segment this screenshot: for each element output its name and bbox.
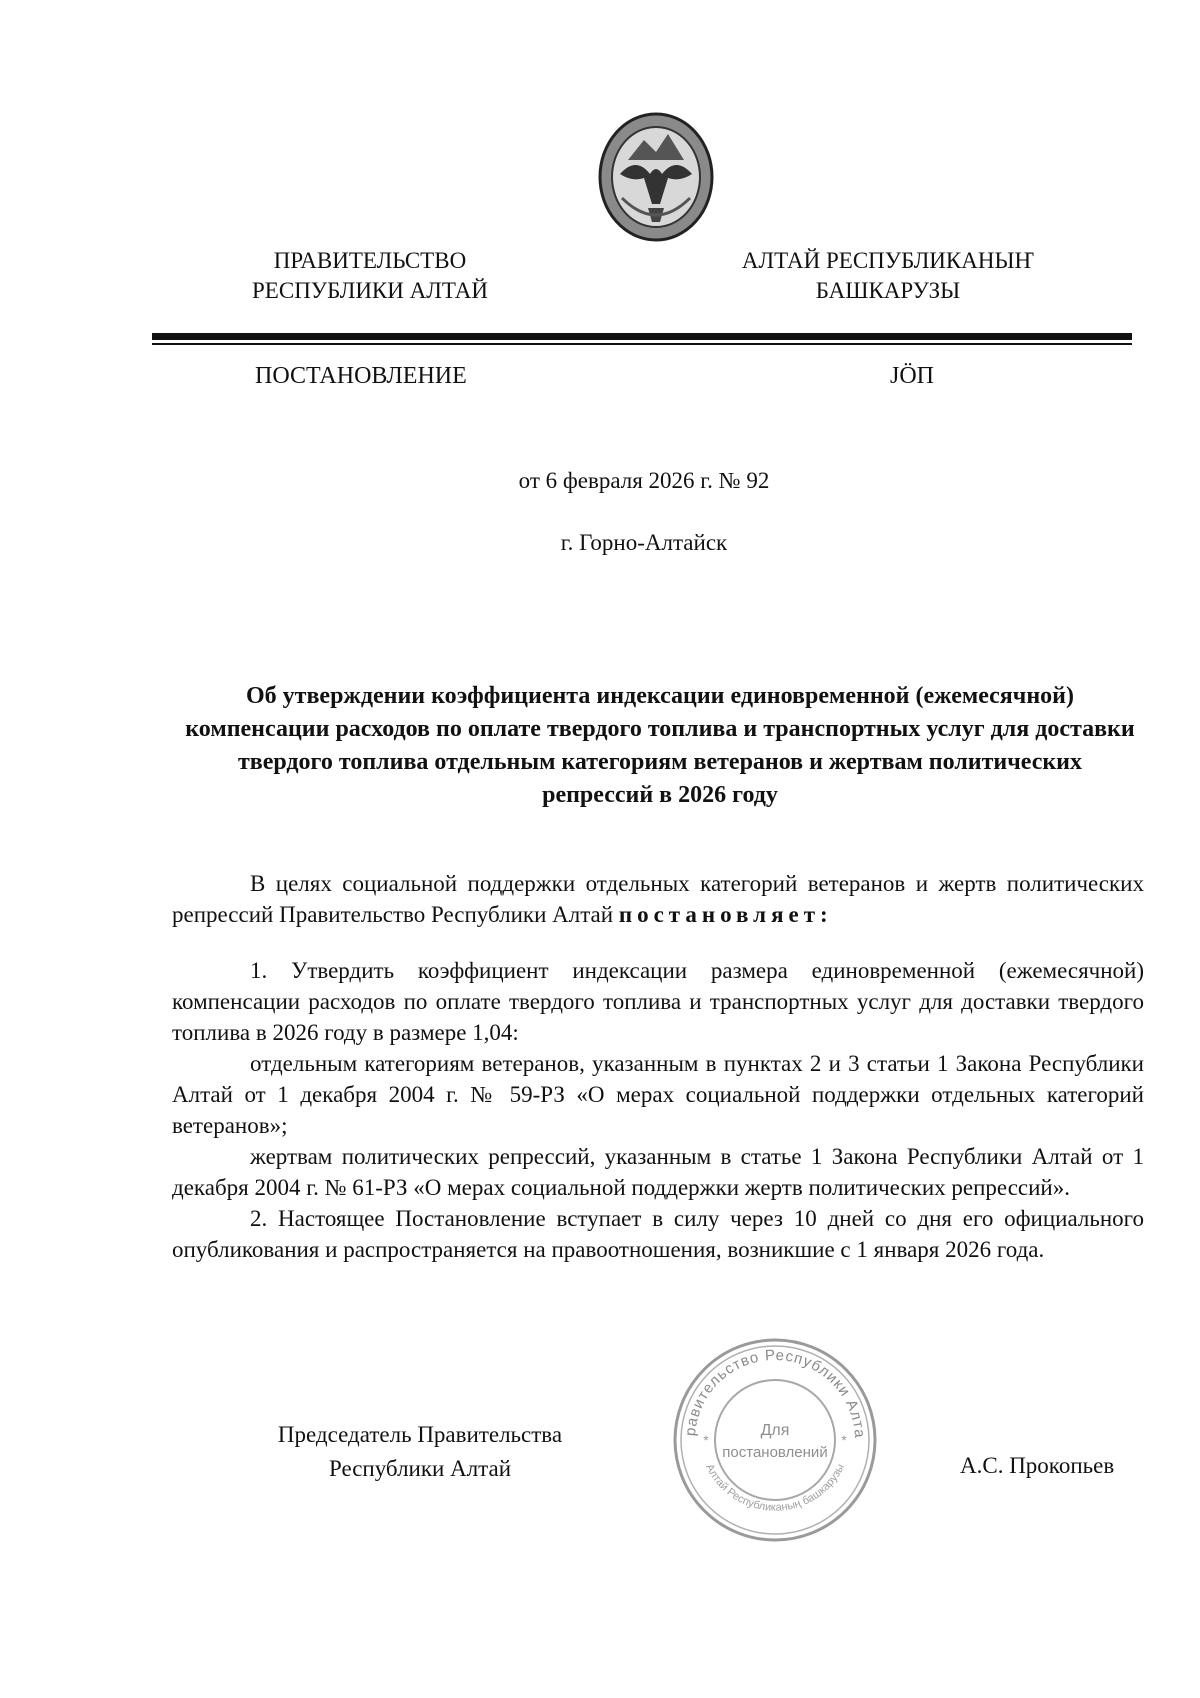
city: г. Горно-Алтайск [560,530,728,555]
position-line1: Председатель Правительства [277,1422,563,1447]
signatory-name: А.С. Прокопьев [960,1453,1115,1478]
title-line3: твердого топлива отдельным категориям ветеранов и жертвам политических [237,749,1083,775]
official-stamp [670,1335,880,1545]
header-left-line2: РЕСПУБЛИКИ АЛТАЙ [252,278,488,303]
date-and-number: от 6 февраля 2026 г. № 92 [518,468,770,493]
title-line2: компенсации расходов по оплате твердого топлива и транспортных услуг для доставки [185,716,1135,742]
title-line1: Об утверждении коэффициента индексации единовременной (ежемесячной) [246,683,1074,709]
stamp-inner-line2: постановлений [722,1444,828,1461]
paragraph-1: 1. Утвердить коэффициент индексации размера единовременной (ежемесячной) компенсации расходов по оплате твердого топлива и транспортных услуг для доставки твердого топлива в 2026 году в размере 1,04: [172,958,1144,1045]
preamble-verb: постановляет [618,902,821,927]
stamp-seal-icon [670,1335,880,1545]
header-divider-thick [152,333,1132,340]
document-title [165,680,1155,812]
header-left [205,246,535,306]
preamble-paragraph [172,868,1144,930]
stamp-outer-text: равительство Республики Алта [682,1346,869,1440]
paragraph-2: 2. Настоящее Постановление вступает в силу через 10 дней со дня его официального опубликования и распространяется на правоотношения, возникшие с 1 января 2026 года. [172,1206,1144,1262]
svg-text:*: * [841,1432,847,1448]
preamble [172,868,1144,930]
header-right [738,246,1038,306]
preamble-text: В целях социальной поддержки отдельных категорий ветеранов и жертв политических репрессий Правительство Республики Алтай [172,871,1144,927]
header-left-line1: ПРАВИТЕЛЬСТВО [273,248,467,273]
paragraph-1b: жертвам политических репрессий, указанным в статье 1 Закона Республики Алтай от 1 декабря 2004 г. № 61-РЗ «О мерах социальной поддержки жертв политических репрессий». [172,1144,1144,1200]
paragraph-1a: отдельным категориям ветеранов, указанным в пунктах 2 и 3 статьи 1 Закона Республики Алтай от 1 декабря 2004 г. № 59-РЗ «О мерах социальной поддержки отдельных категорий ветеранов»; [172,1051,1144,1138]
preamble-colon: : [820,902,828,927]
svg-text:Алтай Республиканың башкарузы [703,1462,847,1514]
doc-type-russian: ПОСТАНОВЛЕНИЕ [255,363,467,389]
header-right-line2: БАШКАРУЗЫ [815,278,961,303]
stamp-inner-line1: Для [760,1422,790,1439]
coat-of-arms-emblem [598,112,714,242]
header-right-line1: АЛТАЙ РЕСПУБЛИКАНЫҤ [741,248,1035,273]
resolution-body [172,955,1144,1265]
doc-type-altai: JӦП [890,363,935,389]
signatory-position [240,1418,600,1486]
svg-text:*: * [703,1432,709,1448]
title-line4: репрессий в 2026 году [542,782,778,808]
position-line2: Республики Алтай [328,1456,512,1481]
stamp-bottom-text: Алтай Республиканың башкарузы [703,1462,847,1514]
header-divider-thin [152,343,1132,345]
republic-altai-coat-of-arms-icon [598,112,714,242]
